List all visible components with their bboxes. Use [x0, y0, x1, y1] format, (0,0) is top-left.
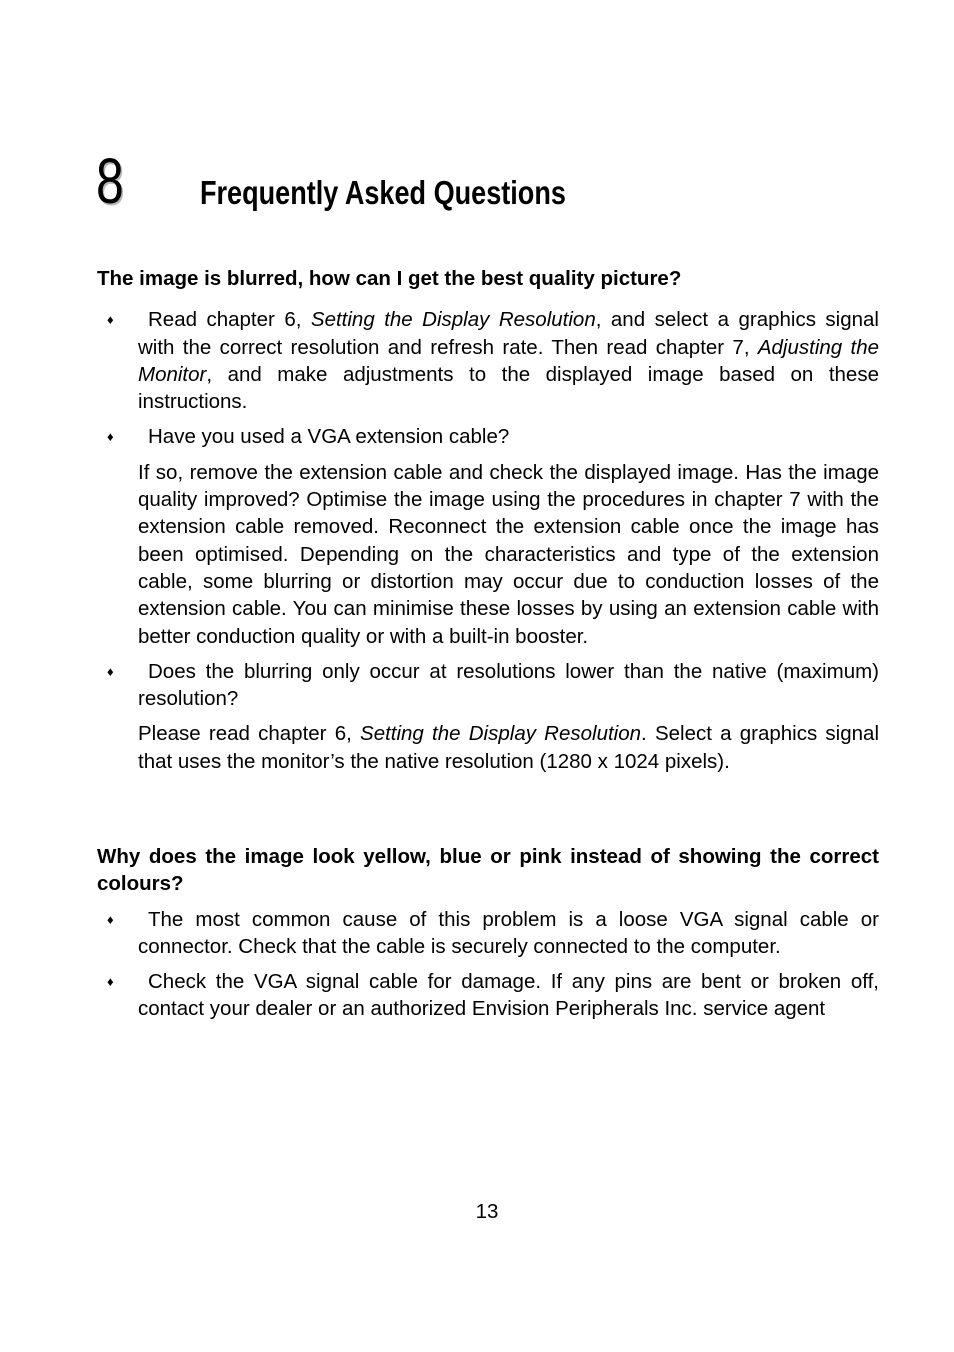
page-number: 13: [475, 1200, 499, 1223]
diamond-bullet-icon: ♦: [107, 429, 114, 445]
answer-paragraph: [97, 720, 879, 775]
diamond-bullet-icon: ♦: [107, 974, 114, 990]
bullet-text: The most common cause of this problem is a loose VGA signal cable or connector. Check that the cable is securely connected to the computer.: [138, 907, 879, 958]
faq-bullet: [97, 306, 879, 415]
faq-bullet: [97, 658, 879, 713]
paragraph-text: Please read chapter 6,: [138, 722, 361, 746]
chapter-reference: Setting the Display Resolution: [310, 308, 596, 332]
faq-bullet: [97, 906, 879, 961]
bullet-text: Does the blurring only occur at resolutions lower than the native (maximum) resolution?: [138, 659, 879, 711]
faq-section-wrong-colours: [97, 843, 879, 1023]
faq-question: Why does the image look yellow, blue or pink instead of showing the correct colours?: [97, 845, 879, 896]
answer-paragraph: If so, remove the extension cable and check the displayed image. Has the image quality improved? Optimise the image using the procedures in chapter 7 with the extension cable removed. Reconnect the extension cable once the image has been optimised. Depending on the characteristics and type of the extension cable, some blurring or distortion may occur due to conduction losses of the extension cable. You can minimise these losses by using an extension cable with better conduction quality or with a built-in booster.: [138, 460, 879, 648]
bullet-text: Check the VGA signal cable for damage. If any pins are bent or broken off, contact your dealer or an authorized Envision Peripherals Inc. service agent: [138, 970, 879, 1021]
diamond-bullet-icon: ♦: [107, 312, 114, 328]
chapter-title: Frequently Asked Questions: [200, 174, 566, 211]
chapter-reference: Setting the Display Resolution: [360, 722, 642, 746]
paragraph-text: . Select a graphics signal that uses the monitor’s the native resolution (1280 x 1024 pixels).: [138, 722, 879, 773]
bullet-text: , and make adjustments to the displayed image based on these instructions.: [138, 362, 879, 414]
diamond-bullet-icon: ♦: [107, 911, 114, 927]
faq-bullet: [97, 423, 879, 450]
bullet-text: , and select a graphics signal with the correct resolution and refresh rate. Then read chapter 7,: [138, 308, 879, 359]
chapter-number: 8: [96, 145, 124, 217]
faq-question: The image is blurred, how can I get the best quality picture?: [97, 267, 682, 290]
chapter-reference: Adjusting the Monitor: [138, 335, 880, 386]
faq-bullet: [97, 968, 879, 1023]
diamond-bullet-icon: ♦: [107, 663, 114, 679]
bullet-text: Read chapter 6,: [148, 308, 311, 332]
faq-section-blurred-image: [97, 265, 879, 775]
bullet-text: Have you used a VGA extension cable?: [148, 425, 510, 449]
